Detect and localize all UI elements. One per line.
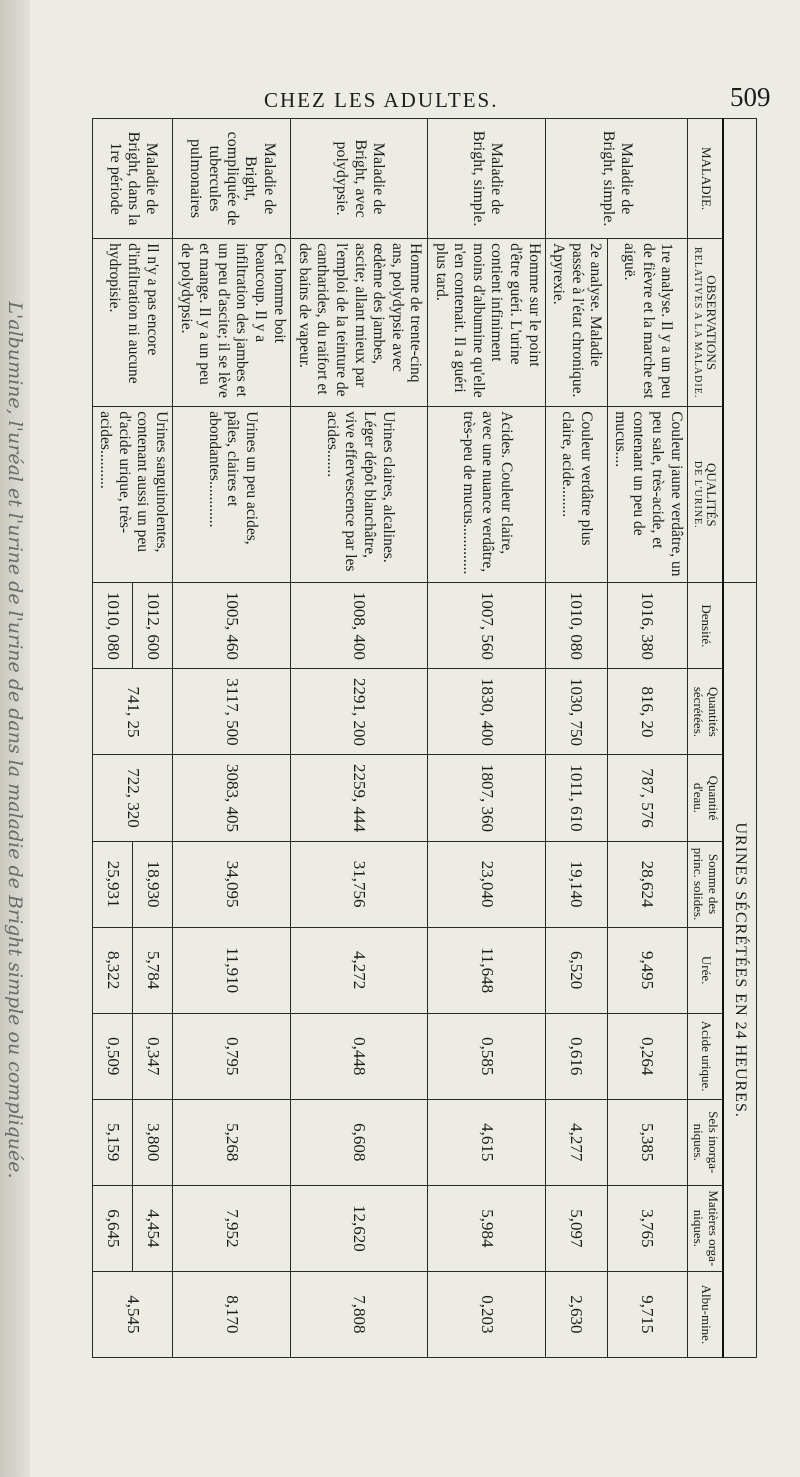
cell-maladie: Maladie de Bright, simple. — [428, 119, 546, 239]
cell-densite: 1010, 080 — [93, 583, 133, 669]
cell-qualites: Urines sanguinolentes, contenant aussi un peu d'acide urique, très-acides.......... — [93, 407, 173, 583]
cell-quantites: 741, 25 — [93, 669, 173, 755]
header-maladie: MALADIE. — [688, 119, 723, 239]
title-spacer — [723, 119, 757, 583]
cell-acide-urique: 0,795 — [173, 1013, 291, 1099]
cell-observations: Homme de trente-cinq ans, polydypsie avec œdème des jambes, ascite; allant mieux par l'emploi de la teinture de cantharides, du raifort et des bains de vapeur. — [291, 239, 428, 407]
cell-sels: 5,385 — [607, 1099, 687, 1185]
cell-albumine: 4,545 — [93, 1271, 173, 1357]
cell-uree: 5,784 — [133, 927, 173, 1013]
header-sels: Sels inorga-niques. — [688, 1099, 723, 1185]
table-row — [133, 119, 173, 1358]
spine-caption: L'albumine, l'uréal et l'urine de l'urine de dans la maladie de Bright simple ou compliquée. — [4, 301, 26, 1179]
cell-eau: 3083, 405 — [173, 755, 291, 841]
cell-qualites: Urines claires, alcalines. Léger dépôt blanchâtre, vive effervescence par les acides....... — [291, 407, 428, 583]
table-title: URINES SÉCRÉTÉES EN 24 HEURES. — [723, 583, 757, 1358]
header-observations — [688, 239, 723, 407]
cell-qualites: Couleur verdâtre plus claire, acide........ — [546, 407, 608, 583]
urine-analysis-table-container — [92, 118, 757, 1358]
cell-solides: 25,931 — [93, 841, 133, 927]
cell-qualites: Couleur jaune verdâtre, un peu sale, très-acide, et contenant un peu de mucus.... — [607, 407, 687, 583]
cell-solides: 18,930 — [133, 841, 173, 927]
header-observations-title: OBSERVATIONS — [704, 275, 720, 371]
cell-matieres: 5,097 — [546, 1185, 608, 1271]
cell-quantites: 3117, 500 — [173, 669, 291, 755]
cell-sels: 6,608 — [291, 1099, 428, 1185]
cell-observations: Homme sur le point d'être guéri. L'urine contient infiniment moins d'albumine qu'elle n'en contenait. Il a guéri plus tard. — [428, 239, 546, 407]
cell-matieres: 3,765 — [607, 1185, 687, 1271]
cell-solides: 19,140 — [546, 841, 608, 927]
header-acide-urique: Acide urique. — [688, 1013, 723, 1099]
cell-densite: 1008, 400 — [291, 583, 428, 669]
cell-quantites: 2291, 200 — [291, 669, 428, 755]
cell-albumine: 2,630 — [546, 1271, 608, 1357]
cell-maladie: Maladie de Bright, avec polydypsie. — [291, 119, 428, 239]
cell-uree: 11,648 — [428, 927, 546, 1013]
cell-acide-urique: 0,347 — [133, 1013, 173, 1099]
header-densite: Densité. — [688, 583, 723, 669]
table-row — [607, 119, 687, 1358]
cell-densite: 1005, 460 — [173, 583, 291, 669]
cell-eau: 1807, 360 — [428, 755, 546, 841]
cell-matieres: 5,984 — [428, 1185, 546, 1271]
cell-observations: Il n'y a pas encore d'infiltration ni aucune hydropisie. — [93, 239, 173, 407]
cell-observations: Cet homme boit beaucoup. Il y a infiltration des jambes et un peu d'ascite; il se lève et mange. Il y a un peu de polydypsie. — [173, 239, 291, 407]
cell-matieres: 6,645 — [93, 1185, 133, 1271]
header-quantite-eau: Quantité d'eau. — [688, 755, 723, 841]
cell-sels: 5,268 — [173, 1099, 291, 1185]
table-row — [546, 119, 608, 1358]
cell-albumine: 7,808 — [291, 1271, 428, 1357]
cell-acide-urique: 0,616 — [546, 1013, 608, 1099]
header-row — [688, 119, 723, 1358]
cell-maladie: Maladie de Bright, compliquée de tubercules pulmonaires — [173, 119, 291, 239]
cell-solides: 28,624 — [607, 841, 687, 927]
cell-acide-urique: 0,585 — [428, 1013, 546, 1099]
table-row — [291, 119, 428, 1358]
header-uree: Urée. — [688, 927, 723, 1013]
cell-uree: 4,272 — [291, 927, 428, 1013]
cell-acide-urique: 0,264 — [607, 1013, 687, 1099]
cell-solides: 34,095 — [173, 841, 291, 927]
cell-observations: 1re analyse. Il y a un peu de fièvre et la marche est aiguë. — [607, 239, 687, 407]
book-spine-edge — [0, 0, 30, 1477]
cell-eau: 787, 576 — [607, 755, 687, 841]
header-observations-sub: RELATIVES A LA MALADIE. — [692, 246, 704, 399]
header-matieres: Matières orga-niques. — [688, 1185, 723, 1271]
cell-densite: 1016, 380 — [607, 583, 687, 669]
header-albumine: Albu-mine. — [688, 1271, 723, 1357]
cell-densite: 1010, 080 — [546, 583, 608, 669]
header-quantites: Quantités sécrétées. — [688, 669, 723, 755]
header-qualites-sub: DE L'URINE. — [692, 460, 704, 529]
cell-uree: 11,910 — [173, 927, 291, 1013]
cell-solides: 23,040 — [428, 841, 546, 927]
cell-quantites: 1830, 400 — [428, 669, 546, 755]
cell-matieres: 4,454 — [133, 1185, 173, 1271]
cell-albumine: 8,170 — [173, 1271, 291, 1357]
cell-observations: 2e analyse. Maladie passée à l'état chronique. Apyrexie. — [546, 239, 608, 407]
cell-uree: 9,495 — [607, 927, 687, 1013]
cell-quantites: 1030, 750 — [546, 669, 608, 755]
table-row — [428, 119, 546, 1358]
cell-sels: 4,277 — [546, 1099, 608, 1185]
cell-sels: 3,800 — [133, 1099, 173, 1185]
cell-albumine: 9,715 — [607, 1271, 687, 1357]
running-head: CHEZ LES ADULTES. — [264, 88, 499, 112]
cell-matieres: 12,620 — [291, 1185, 428, 1271]
cell-qualites: Acides. Couleur claire, avec une nuance verdâtre, très-peu de mucus............. — [428, 407, 546, 583]
page-number: 509 — [730, 82, 771, 112]
cell-qualites: Urines un peu acides, pâles, claires et abondantes............ — [173, 407, 291, 583]
cell-acide-urique: 0,509 — [93, 1013, 133, 1099]
cell-densite: 1007, 560 — [428, 583, 546, 669]
cell-albumine: 0,203 — [428, 1271, 546, 1357]
cell-eau: 722, 320 — [93, 755, 173, 841]
header-qualites-title: QUALITÉS — [704, 463, 720, 527]
cell-eau: 2259, 444 — [291, 755, 428, 841]
cell-maladie: Maladie de Bright, simple. — [546, 119, 688, 239]
cell-maladie: Maladie de Bright, dans la 1re période — [93, 119, 173, 239]
header-qualites — [688, 407, 723, 583]
urine-analysis-table — [92, 118, 757, 1358]
cell-uree: 8,322 — [93, 927, 133, 1013]
cell-sels: 4,615 — [428, 1099, 546, 1185]
cell-densite: 1012, 600 — [133, 583, 173, 669]
header-somme-solides: Somme des princ. solides. — [688, 841, 723, 927]
table-row — [173, 119, 291, 1358]
cell-sels: 5,159 — [93, 1099, 133, 1185]
cell-acide-urique: 0,448 — [291, 1013, 428, 1099]
cell-eau: 1011, 610 — [546, 755, 608, 841]
cell-quantites: 816, 20 — [607, 669, 687, 755]
cell-uree: 6,520 — [546, 927, 608, 1013]
cell-solides: 31,756 — [291, 841, 428, 927]
cell-matieres: 7,952 — [173, 1185, 291, 1271]
